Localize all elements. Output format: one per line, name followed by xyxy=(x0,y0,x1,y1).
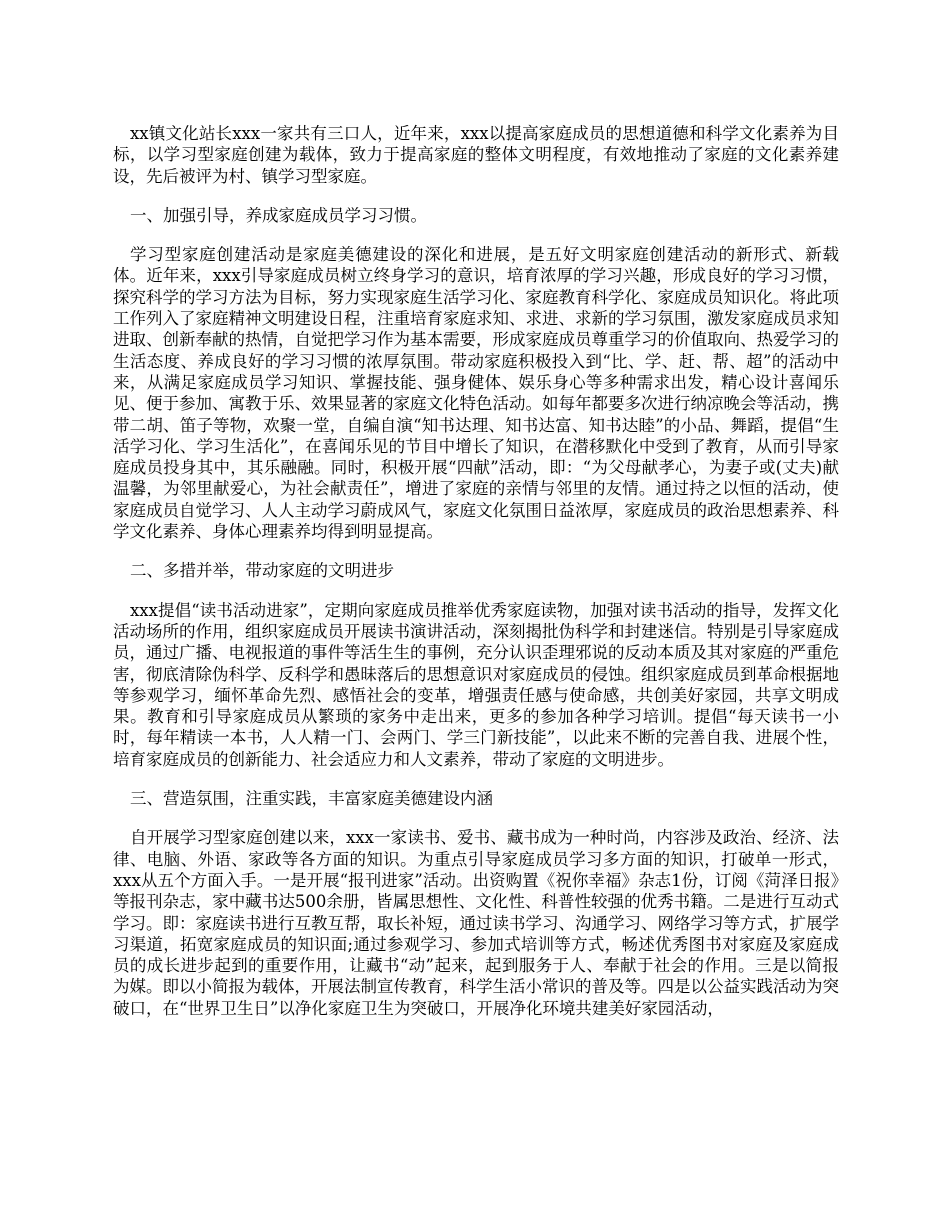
section-heading-2: 二、多措并举，带动家庭的文明进步 xyxy=(130,561,394,581)
section-heading-1: 一、加强引导，养成家庭成员学习习惯。 xyxy=(130,205,427,225)
section-3-paragraph: 自开展学习型家庭创建以来，xxx一家读书、爱书、藏书成为一种时尚，内容涉及政治、经济、法律、电脑、外语、家政等各方面的知识。为重点引导家庭成员学习多方面的知识，打破单一形式，xxx从五个方面入手。一是开展“报刊进家”活动。出资购置《祝你幸福》杂志1份，订阅《菏泽日报》等报刊杂志，家中藏书达500余册，皆属思想性、文化性、科普性较强的优秀书籍。二是进行互动式学习。即：家庭读书进行互教互帮，取长补短，通过读书学习、沟通学习、网络学习等方式，扩展学习渠道，拓宽家庭成员的知识面;通过参观学习、参加式培训等方式，畅述优秀图书对家庭及家庭成员的成长进步起到的重要作用，让藏书“动”起来，起到服务于人、奉献于社会的作用。三是以简报为媒。即以小简报为载体，开展法制宣传教育，科学生活小常识的普及等。四是以公益实践活动为突破口，在“世界卫生日”以净化家庭卫生为突破口，开展净化环境共建美好家园活动， xyxy=(113,828,839,1018)
section-2-paragraph: xxx提倡“读书活动进家”，定期向家庭成员推举优秀家庭读物，加强对读书活动的指导，发挥文化活动场所的作用，组织家庭成员开展读书演讲活动，深刻揭批伪科学和封建迷信。特别是引导家庭成员，通过广播、电视报道的事件等活生生的事例，充分认识歪理邪说的反动本质及其对家庭的严重危害，彻底清除伪科学、反科学和愚昧落后的思想意识对家庭成员的侵蚀。组织家庭成员到革命根据地等参观学习，缅怀革命先烈、感悟社会的变革，增强责任感与使命感，共创美好家园，共享文明成果。教育和引导家庭成员从繁琐的家务中走出来，更多的参加各种学习培训。提倡“每天读书一小时，每年精读一本书，人人精一门、会两门、学三门新技能”，以此来不断的完善自我、进展个性，培育家庭成员的创新能力、社会适应力和人文素养，带动了家庭的文明进步。 xyxy=(113,600,839,769)
intro-paragraph: xx镇文化站长xxx一家共有三口人，近年来，xxx以提高家庭成员的思想道德和科学文化素养为目标，以学习型家庭创建为载体，致力于提高家庭的整体文明程度，有效地推动了家庭的文化素养建设，先后被评为村、镇学习型家庭。 xyxy=(113,124,839,186)
section-1-paragraph: 学习型家庭创建活动是家庭美德建设的深化和进展，是五好文明家庭创建活动的新形式、新载体。近年来，xxx引导家庭成员树立终身学习的意识，培育浓厚的学习兴趣，形成良好的学习习惯，探究科学的学习方法为目标，努力实现家庭生活学习化、家庭教育科学化、家庭成员知识化。将此项工作列入了家庭精神文明建设日程，注重培育家庭求知、求进、求新的学习氛围，激发家庭成员求知进取、创新奉献的热情，自觉把学习作为基本需要，形成家庭成员尊重学习的价值取向、热爱学习的生活态度、养成良好的学习习惯的浓厚氛围。带动家庭积极投入到“比、学、赶、帮、超”的活动中来，从满足家庭成员学习知识、掌握技能、强身健体、娱乐身心等多种需求出发，精心设计喜闻乐见、便于参加、寓教于乐、效果显著的家庭文化特色活动。如每年都要多次进行纳凉晚会等活动，携带二胡、笛子等物，欢聚一堂，自编自演“知书达理、知书达富、知书达睦”的小品、舞蹈，提倡“生活学习化、学习生活化”，在喜闻乐见的节目中增长了知识，在潜移默化中受到了教育，从而引导家庭成员投身其中，其乐融融。同时，积极开展“四献”活动，即：“为父母献孝心，为妻子或(丈夫)献温馨，为邻里献爱心，为社会献责任”，增进了家庭的亲情与邻里的友情。通过持之以恒的活动，使家庭成员自觉学习、人人主动学习蔚成风气，家庭文化氛围日益浓厚，家庭成员的政治思想素养、科学文化素养、身体心理素养均得到明显提高。 xyxy=(113,245,839,542)
document-body xyxy=(113,123,839,1037)
section-heading-3: 三、营造氛围，注重实践，丰富家庭美德建设内涵 xyxy=(130,789,493,809)
